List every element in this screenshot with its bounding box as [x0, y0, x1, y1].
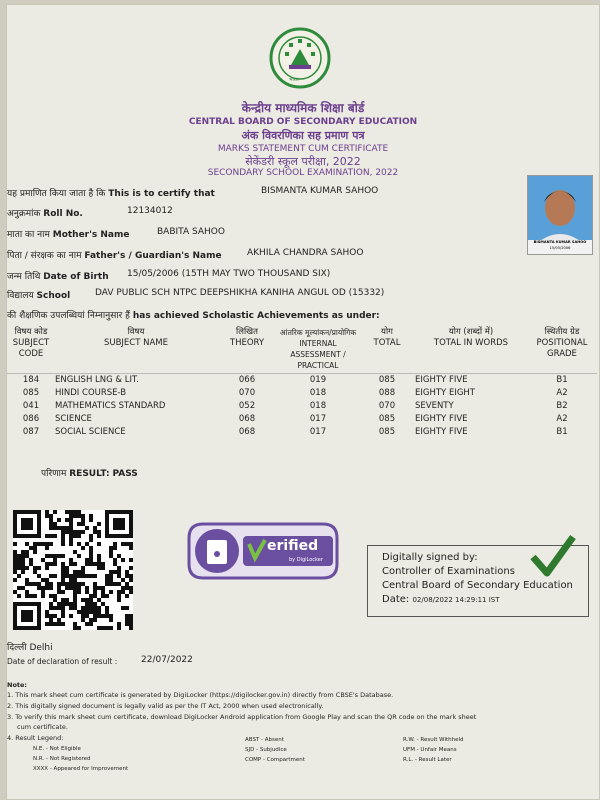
cell-theory: 068	[238, 427, 256, 437]
roll-value: 12134012	[127, 206, 173, 216]
header-theory-english: THEORY	[229, 338, 265, 348]
verified-sub: by DigiLocker	[289, 557, 323, 563]
mother-label-hindi: माता का नाम	[7, 230, 50, 240]
qr-code-icon[interactable]	[13, 510, 133, 630]
mother-label	[7, 227, 129, 240]
result-label: RESULT:	[69, 469, 110, 479]
cell-grade: B2	[556, 401, 568, 411]
table-row	[7, 426, 597, 439]
dob-value: 15/05/2006 (15TH MAY TWO THOUSAND SIX)	[127, 269, 331, 279]
marksheet-document	[6, 4, 600, 800]
father-value: AKHILA CHANDRA SAHOO	[247, 248, 364, 258]
legend-rl: R.L. - Result Later	[403, 757, 452, 763]
cell-name: SCIENCE	[55, 414, 92, 424]
cell-code: 085	[22, 388, 40, 398]
legend-xxxx: XXXX - Appeared for Improvement	[33, 766, 129, 772]
roll-label-hindi: अनुक्रमांक	[7, 209, 41, 219]
header-code	[7, 325, 55, 374]
cell-internal: 017	[309, 414, 327, 424]
marks-table	[7, 325, 597, 439]
cell-code: 041	[22, 401, 40, 411]
board-name-hindi: केन्द्रीय माध्यमिक शिक्षा बोर्ड	[241, 101, 365, 115]
cell-words: SEVENTY	[415, 401, 454, 411]
legend-nr: N.R. - Not Registered	[33, 756, 91, 762]
cell-theory: 070	[238, 388, 256, 398]
dob-label-hindi: जन्म तिथि	[7, 272, 41, 282]
cell-internal: 019	[309, 375, 327, 385]
sig-date-label: Date:	[382, 594, 410, 605]
table-header-row	[7, 325, 597, 374]
school-value: DAV PUBLIC SCH NTPC DEEPSHIKHA KANIHA ANGUL OD (15332)	[95, 288, 385, 298]
table-row	[7, 387, 597, 400]
header-code-hindi: विषय कोड	[14, 327, 48, 337]
header-theory-hindi: लिखित	[236, 327, 258, 337]
school-label-hindi: विद्यालय	[7, 291, 34, 301]
header-words	[415, 325, 527, 374]
roll-label	[7, 206, 83, 219]
header-theory	[217, 325, 277, 374]
sig-line3: Central Board of Secondary Education	[382, 580, 573, 591]
cell-words: EIGHTY EIGHT	[415, 388, 475, 398]
cell-internal: 018	[309, 401, 327, 411]
note-3b: cum certificate.	[17, 723, 68, 731]
school-label	[7, 288, 70, 301]
cell-code: 087	[22, 427, 40, 437]
note-1: 1. This mark sheet cum certificate is generated by DigiLocker (https://digilocker.gov.in) directly from CBSE's Database.	[7, 691, 394, 699]
cell-internal: 018	[309, 388, 327, 398]
header-words-hindi: योग (शब्दों में)	[448, 327, 494, 337]
father-label-english: Father's / Guardian's Name	[84, 251, 222, 261]
cell-name: ENGLISH LNG & LIT.	[55, 375, 139, 385]
header-name	[55, 325, 217, 374]
certify-hindi: यह प्रमाणित किया जाता है कि	[7, 189, 106, 199]
cbse-logo-icon	[269, 27, 331, 89]
cell-total: 085	[378, 414, 396, 424]
cell-grade: A2	[556, 388, 568, 398]
sig-date	[382, 594, 500, 605]
table-row	[7, 374, 597, 388]
sig-line2: Controller of Examinations	[382, 566, 515, 577]
cell-total: 085	[378, 427, 396, 437]
dob-label	[7, 269, 109, 282]
result-value: PASS	[112, 469, 138, 479]
roll-label-english: Roll No.	[43, 209, 83, 219]
header-total-english: TOTAL	[373, 338, 401, 348]
cell-name: MATHEMATICS STANDARD	[55, 401, 166, 411]
header-name-english: SUBJECT NAME	[103, 338, 169, 348]
note-2: 2. This digitally signed document is legally valid as per the IT Act, 2000 when used electronically.	[7, 702, 324, 710]
cell-grade: B1	[556, 427, 568, 437]
certify-label	[7, 186, 215, 199]
board-name-english: CENTRAL BOARD OF SECONDARY EDUCATION	[188, 117, 418, 127]
declaration-label: Date of declaration of result :	[7, 657, 118, 666]
header-internal-hindi: आंतरिक मूल्यांकन/प्रायोगिक	[279, 328, 357, 337]
legend-sjd: SJD - Subjudice	[245, 747, 287, 753]
father-label	[7, 248, 222, 261]
result-line	[41, 466, 138, 479]
cell-words: EIGHTY FIVE	[415, 427, 468, 437]
header-internal-english: INTERNAL ASSESSMENT / PRACTICAL	[290, 339, 346, 370]
student-photo	[527, 175, 593, 255]
cell-grade: B1	[556, 375, 568, 385]
mother-value: BABITA SAHOO	[157, 227, 225, 237]
cell-theory: 068	[238, 414, 256, 424]
title-hindi: अंक विवरणिका सह प्रमाण पत्र	[241, 129, 365, 142]
cell-name: HINDI COURSE-B	[55, 388, 127, 398]
result-label-hindi: परिणाम	[41, 469, 67, 479]
checkmark-icon	[529, 533, 577, 577]
student-name: BISMANTA KUMAR SAHOO	[261, 186, 379, 196]
exam-english: SECONDARY SCHOOL EXAMINATION, 2022	[207, 168, 399, 178]
header-grade-hindi: स्थितीय ग्रेड	[544, 327, 580, 337]
cell-total: 085	[378, 375, 396, 385]
cell-words: EIGHTY FIVE	[415, 375, 468, 385]
school-label-english: School	[36, 291, 71, 301]
certify-english: This is to certify that	[108, 189, 215, 199]
dob-label-english: Date of Birth	[43, 272, 109, 282]
note-4: 4. Result Legend:	[7, 734, 64, 742]
legend-comp: COMP - Compartment	[245, 757, 305, 763]
cell-words: EIGHTY FIVE	[415, 414, 468, 424]
cell-grade: A2	[556, 414, 568, 424]
exam-hindi: सेकेंडरी स्कूल परीक्षा, 2022	[245, 155, 361, 168]
header-grade-english: POSITIONAL GRADE	[536, 338, 588, 359]
logo-text: भारत	[289, 77, 299, 83]
title-english: MARKS STATEMENT CUM CERTIFICATE	[217, 144, 389, 154]
verified-text: erified	[267, 538, 319, 554]
header-internal	[277, 325, 359, 374]
legend-abst: ABST - Absent	[245, 737, 284, 743]
cell-total: 070	[378, 401, 396, 411]
header-grade	[527, 325, 597, 374]
photo-caption-name: BISMANTA KUMAR SAHOO	[533, 240, 587, 244]
photo-caption-date: 15/05/2006	[549, 246, 571, 250]
header-total	[359, 325, 415, 374]
header-code-english: SUBJECT CODE	[12, 338, 50, 359]
notes-title: Note:	[7, 681, 28, 689]
achievement-hindi: की शैक्षणिक उपलब्धियां निम्नानुसार हैं	[7, 311, 130, 321]
sig-line1: Digitally signed by:	[382, 552, 478, 563]
place: दिल्ली Delhi	[7, 643, 53, 653]
mother-label-english: Mother's Name	[52, 230, 130, 240]
header-words-english: TOTAL IN WORDS	[433, 338, 509, 348]
cell-internal: 017	[309, 427, 327, 437]
legend-ufm: UFM - Unfair Means	[403, 747, 457, 753]
achievement-line	[7, 308, 380, 321]
header-total-hindi: योग	[381, 327, 393, 337]
table-row	[7, 413, 597, 426]
cell-theory: 066	[238, 375, 256, 385]
cell-theory: 052	[238, 401, 256, 411]
sig-date-value: 02/08/2022 14:29:11 IST	[412, 596, 500, 604]
achievement-english: has achieved Scholastic Achievements as under:	[132, 311, 380, 321]
declaration-value: 22/07/2022	[141, 655, 193, 665]
table-row	[7, 400, 597, 413]
father-label-hindi: पिता / संरक्षक का नाम	[7, 251, 82, 261]
header-name-hindi: विषय	[127, 327, 145, 337]
cell-name: SOCIAL SCIENCE	[55, 427, 126, 437]
note-3: 3. To verify this mark sheet cum certificate, download DigiLocker Android application from Google Play and scan the QR code on the mark sheet	[7, 713, 477, 721]
cell-total: 088	[378, 388, 396, 398]
cell-code: 184	[22, 375, 40, 385]
legend-ne: N.E. - Not Eligible	[33, 746, 81, 752]
cell-code: 086	[22, 414, 40, 424]
legend-rw: R.W. - Result Withheld	[403, 737, 464, 743]
